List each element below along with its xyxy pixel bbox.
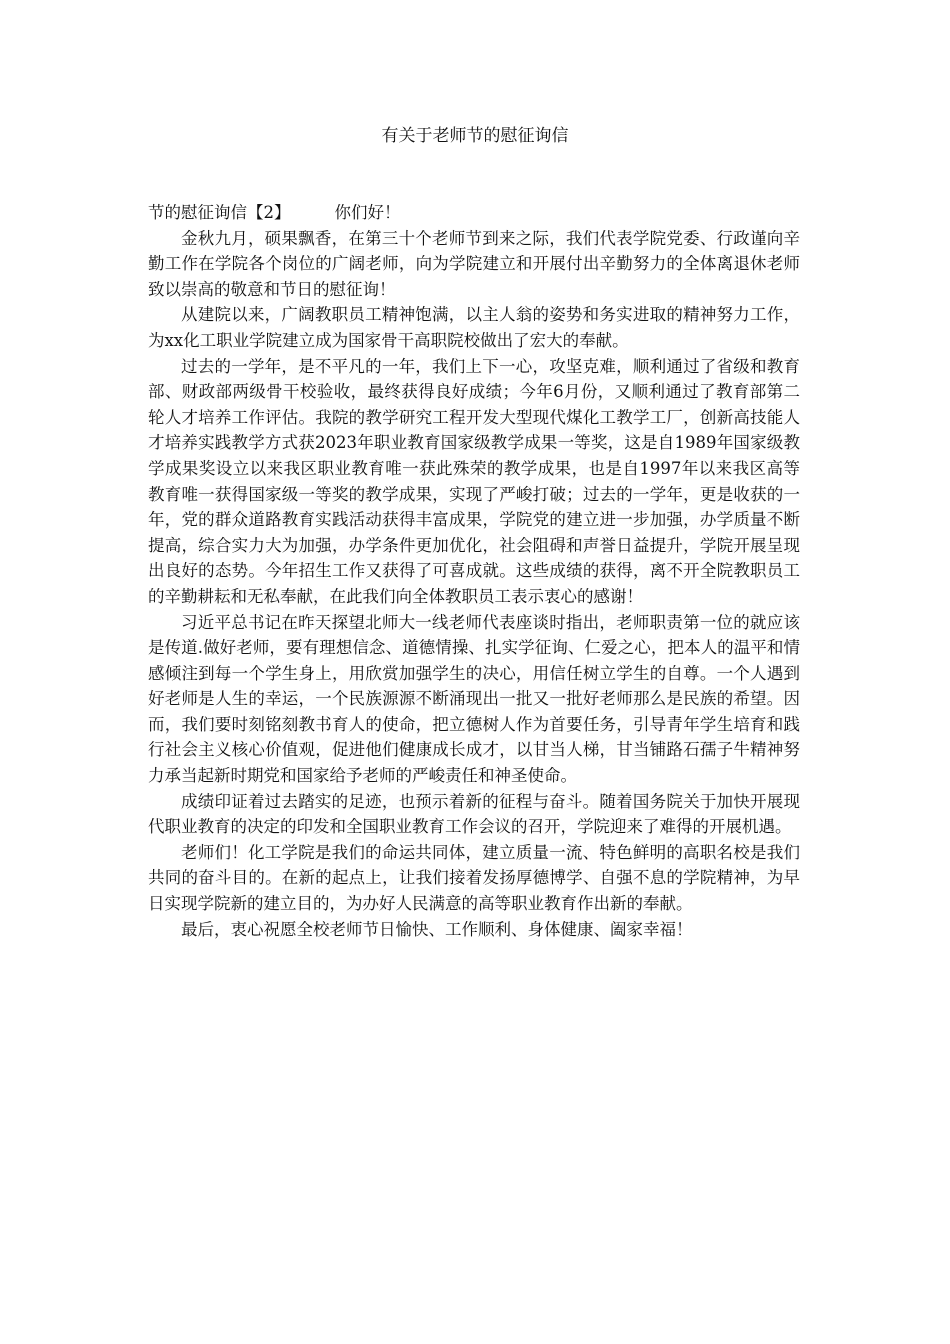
paragraph-3: 过去的一学年，是不平凡的一年，我们上下一心，攻坚克难，顺利通过了省级和教育部、财政部两级骨干校验收，最终获得良好成绩；今年6月份，又顺利通过了教育部第二轮人才培养工作评估。我院的教学研究工程开发大型现代煤化工教学工厂，创新高技能人才培养实践教学方式获2023年职业教育国家级教学成果一等奖，这是自1989年国家级教学成果奖设立以来我区职业教育唯一获此殊荣的教学成果，也是自1997年以来我区高等教育唯一获得国家级一等奖的教学成果，实现了严峻打破；过去的一学年，更是收获的一年，党的群众道路教育实践活动获得丰富成果，学院党的建立进一步加强，办学质量不断提高，综合实力大为加强，办学条件更加优化，社会阻碍和声誉日益提升，学院开展呈现出良好的态势。今年招生工作又获得了可喜成就。这些成绩的获得，离不开全院教职员工的辛勤耕耘和无私奉献，在此我们向全体教职员工表示衷心的感谢！ (148, 356, 800, 606)
paragraph-2: 从建院以来，广阔教职员工精神饱满，以主人翁的姿势和务实进取的精神努力工作，为xx化工职业学院建立成为国家骨干高职院校做出了宏大的奉献。 (148, 305, 800, 350)
document-body (148, 200, 800, 942)
salutation: 你们好！ (334, 203, 401, 222)
heading-fragment: 节的慰征询信【2】 (148, 203, 291, 222)
paragraph-4: 习近平总书记在昨天探望北师大一线老师代表座谈时指出，老师职责第一位的就应该是传道.做好老师，要有理想信念、道德情操、扎实学征询、仁爱之心，把本人的温平和情感倾注到每一个学生身上，用欣赏加强学生的决心，用信任树立学生的自尊。一个人遇到好老师是人生的幸运，一个民族源源不断涌现出一批又一批好老师那么是民族的希望。因而，我们要时刻铭刻教书育人的使命，把立德树人作为首要任务，引导青年学生培育和践行社会主义核心价值观，促进他们健康成长成才，以甘当人梯，甘当铺路石孺子牛精神努力承当起新时期党和国家给予老师的严峻责任和神圣使命。 (148, 612, 800, 786)
paragraph-5: 成绩印证着过去踏实的足迹，也预示着新的征程与奋斗。随着国务院关于加快开展现代职业教育的决定的印发和全国职业教育工作会议的召开，学院迎来了难得的开展机遇。 (148, 791, 800, 837)
paragraph-6: 老师们！化工学院是我们的命运共同体，建立质量一流、特色鲜明的高职名校是我们共同的奋斗目的。在新的起点上，让我们接着发扬厚德博学、自强不息的学院精神，为早日实现学院新的建立目的，为办好人民满意的高等职业教育作出新的奉献。 (148, 842, 800, 914)
paragraph-1: 金秋九月，硕果飘香，在第三十个老师节到来之际，我们代表学院党委、行政谨向辛勤工作在学院各个岗位的广阔老师，向为学院建立和开展付出辛勤努力的全体离退休老师致以崇高的敬意和节日的慰征询！ (148, 228, 800, 299)
document-title: 有关于老师节的慰征询信 (381, 126, 569, 146)
opening-line (148, 200, 800, 226)
paragraph-7: 最后，衷心祝愿全校老师节日愉快、工作顺利、身体健康、阖家幸福！ (181, 919, 693, 939)
